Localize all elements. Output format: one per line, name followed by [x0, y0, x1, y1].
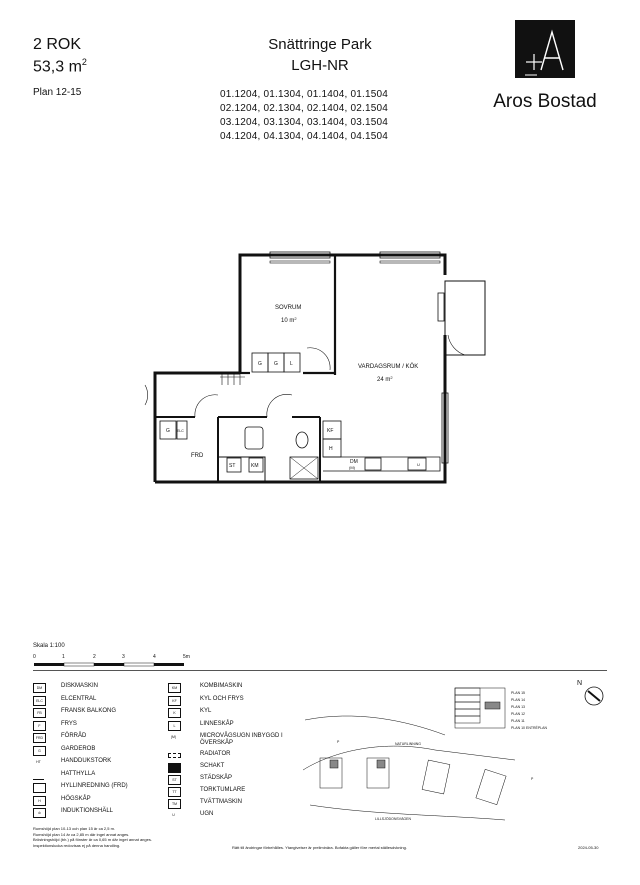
- legend-code: FB: [33, 708, 46, 718]
- north-arrow-icon: [583, 685, 605, 707]
- legend-code: FRD: [33, 733, 46, 743]
- legend-label: KOMBIMASKIN: [200, 683, 243, 689]
- legend-label: HYLLINREDNING (FRD): [61, 783, 128, 789]
- tall-cabinet-label: H: [329, 446, 333, 452]
- scale-label: Skala 1:100: [33, 643, 65, 649]
- divider: [33, 670, 607, 671]
- legend-left: [33, 683, 173, 823]
- hall-label: FRD: [191, 453, 204, 459]
- fridge-freezer-label: KF: [327, 428, 334, 434]
- legend-label: HÖGSKÅP: [61, 795, 91, 802]
- legend-code: KF: [168, 696, 181, 706]
- dishwasher-label: DM: [350, 459, 358, 465]
- site-key-label: PLAN 13: [511, 705, 526, 709]
- site-key-label: PLAN 15: [511, 691, 526, 695]
- legend-code: HT: [36, 760, 41, 764]
- bedroom-area: 10 $m^2$: [281, 316, 297, 324]
- apartment-area: 53,3 $m^2$: [33, 57, 87, 76]
- hat-shelf-icon: [33, 771, 44, 780]
- legend-code: ST: [168, 775, 181, 785]
- project-name: Snättringe Park: [268, 36, 372, 53]
- site-plan: [295, 680, 547, 830]
- note-line: Bröstningshöjd (bh.) på fönster är ca 0,65 m där inget annat anges.: [33, 837, 152, 842]
- legend-notes: [33, 826, 203, 848]
- legend-label: FÖRRÅD: [61, 733, 87, 739]
- legend-label: FRANSK BALKONG: [61, 708, 117, 714]
- logo-mark-icon: [515, 20, 575, 78]
- living-room-label: VARDAGSRUM / KÖK: [358, 364, 419, 370]
- site-key-label: PLAN 11: [511, 719, 525, 723]
- legend-label: ELCENTRAL: [61, 695, 97, 702]
- brand-name: Aros Bostad: [493, 91, 597, 112]
- combi-machine-label: KM: [251, 463, 259, 469]
- floor-range: Plan 12-15: [33, 87, 82, 98]
- logo: [515, 20, 575, 78]
- legend-code: TM: [168, 799, 181, 809]
- wardrobe-label: G: [258, 361, 262, 367]
- road-label: NATURLINNING: [395, 742, 421, 746]
- scale-tick: 5m: [183, 654, 190, 660]
- legend-label: MICROVÅGSUGN INBYGGD I ÖVERSKÅP: [200, 733, 283, 746]
- scale-bar: [33, 662, 193, 668]
- oven-label: U: [417, 462, 420, 467]
- legend-code: K: [168, 708, 181, 718]
- floor-plan-drawing: [120, 245, 500, 490]
- legend-label: LINNESKÅP: [200, 720, 234, 727]
- cleaning-cabinet-label: ST: [229, 463, 236, 469]
- legend-code: H: [33, 796, 46, 806]
- legend-label: GARDEROB: [61, 745, 96, 752]
- legend-label: SCHAKT: [200, 763, 225, 769]
- legend-code: L: [168, 721, 181, 731]
- shaft-icon: [168, 763, 181, 773]
- legend-code: ELC: [33, 696, 46, 706]
- scale-tick: 4: [153, 654, 156, 660]
- site-key-label: PLAN 10 ENTRÉPLAN: [511, 726, 547, 730]
- legend-label: RADIATOR: [200, 751, 231, 757]
- microwave-label: (M): [349, 465, 355, 470]
- legend-code: TT: [168, 787, 181, 797]
- north-label: N: [577, 680, 583, 687]
- unit-numbers-row: 04.1204, 04.1304, 04.1404, 04.1504: [220, 131, 389, 142]
- note-line: Rumshöjd plan 14 är ca 2,85 m där ingel annat anges.: [33, 831, 130, 837]
- scale-tick-labels: [33, 654, 193, 662]
- legend-code: U: [172, 813, 175, 817]
- radiator-icon: [168, 753, 181, 758]
- parking-label: P: [337, 740, 340, 744]
- legend-label: KYL: [200, 708, 212, 714]
- room-count: 2 ROK: [33, 36, 82, 53]
- living-room-area: 24 $m^2$: [377, 375, 393, 383]
- unit-numbers-row: 02.1204, 02.1304, 02.1404, 02.1504: [220, 103, 389, 114]
- legend-code: G: [33, 746, 46, 756]
- legend-label: KYL OCH FRYS: [200, 695, 244, 702]
- scale-tick: 1: [62, 654, 65, 660]
- unit-numbers-row: 03.1204, 03.1304, 03.1404, 03.1504: [220, 117, 389, 128]
- unit-type: LGH-NR: [291, 57, 349, 74]
- drawing-date: 2024-05-30: [578, 845, 599, 850]
- induction-hob-icon: ⊘: [33, 808, 46, 818]
- legend-label: HANDDUKSTORK: [61, 758, 112, 764]
- bedroom-label: SOVRUM: [275, 305, 302, 311]
- scale-tick: 2: [93, 654, 96, 660]
- legend-right: [168, 683, 288, 823]
- linen-cabinet-label: L: [290, 361, 293, 367]
- disclaimer: Rätt till ändringar förbehålles. Ytangivelser är preliminära. Bofakta gäller före mertal ställesdvkning.: [232, 845, 407, 850]
- legend-label: INDUKTIONSHÄLL: [61, 808, 114, 814]
- shelving-icon: [33, 783, 46, 793]
- legend-label: FRYS: [61, 720, 77, 727]
- scale-tick: 3: [122, 654, 125, 660]
- scale-tick: 0: [33, 654, 36, 660]
- site-key-label: PLAN 12: [511, 712, 526, 716]
- road-label: LILLSJÖDONSVÄGEN: [375, 817, 411, 821]
- legend-label: UGN: [200, 811, 214, 817]
- legend-code: DM: [33, 683, 46, 693]
- parking-label: P: [531, 777, 534, 781]
- legend-label: HATTHYLLA: [61, 770, 96, 777]
- wardrobe-label: G: [166, 428, 170, 434]
- legend-label: TVÄTTMASKIN: [200, 799, 243, 805]
- note-line: Inspektionslucka redovisas ej på denna handling.: [33, 842, 121, 848]
- site-key-label: PLAN 14: [511, 698, 526, 702]
- legend-label: STÄDSKÅP: [200, 775, 233, 781]
- unit-numbers-row: 01.1204, 01.1304, 01.1404, 01.1504: [220, 89, 389, 100]
- legend-code: KM: [168, 683, 181, 693]
- electrical-panel-label: ELC: [177, 429, 184, 433]
- note-line: Rumshöjd plan 10-13 och plan 15 är ca 2,5 m.: [33, 826, 116, 831]
- legend-code: (M): [170, 735, 177, 739]
- legend-label: TORKTUMLARE: [200, 787, 246, 793]
- legend-label: DISKMASKIN: [61, 683, 99, 689]
- legend-code: F: [33, 721, 46, 731]
- wardrobe-label: G: [274, 361, 278, 367]
